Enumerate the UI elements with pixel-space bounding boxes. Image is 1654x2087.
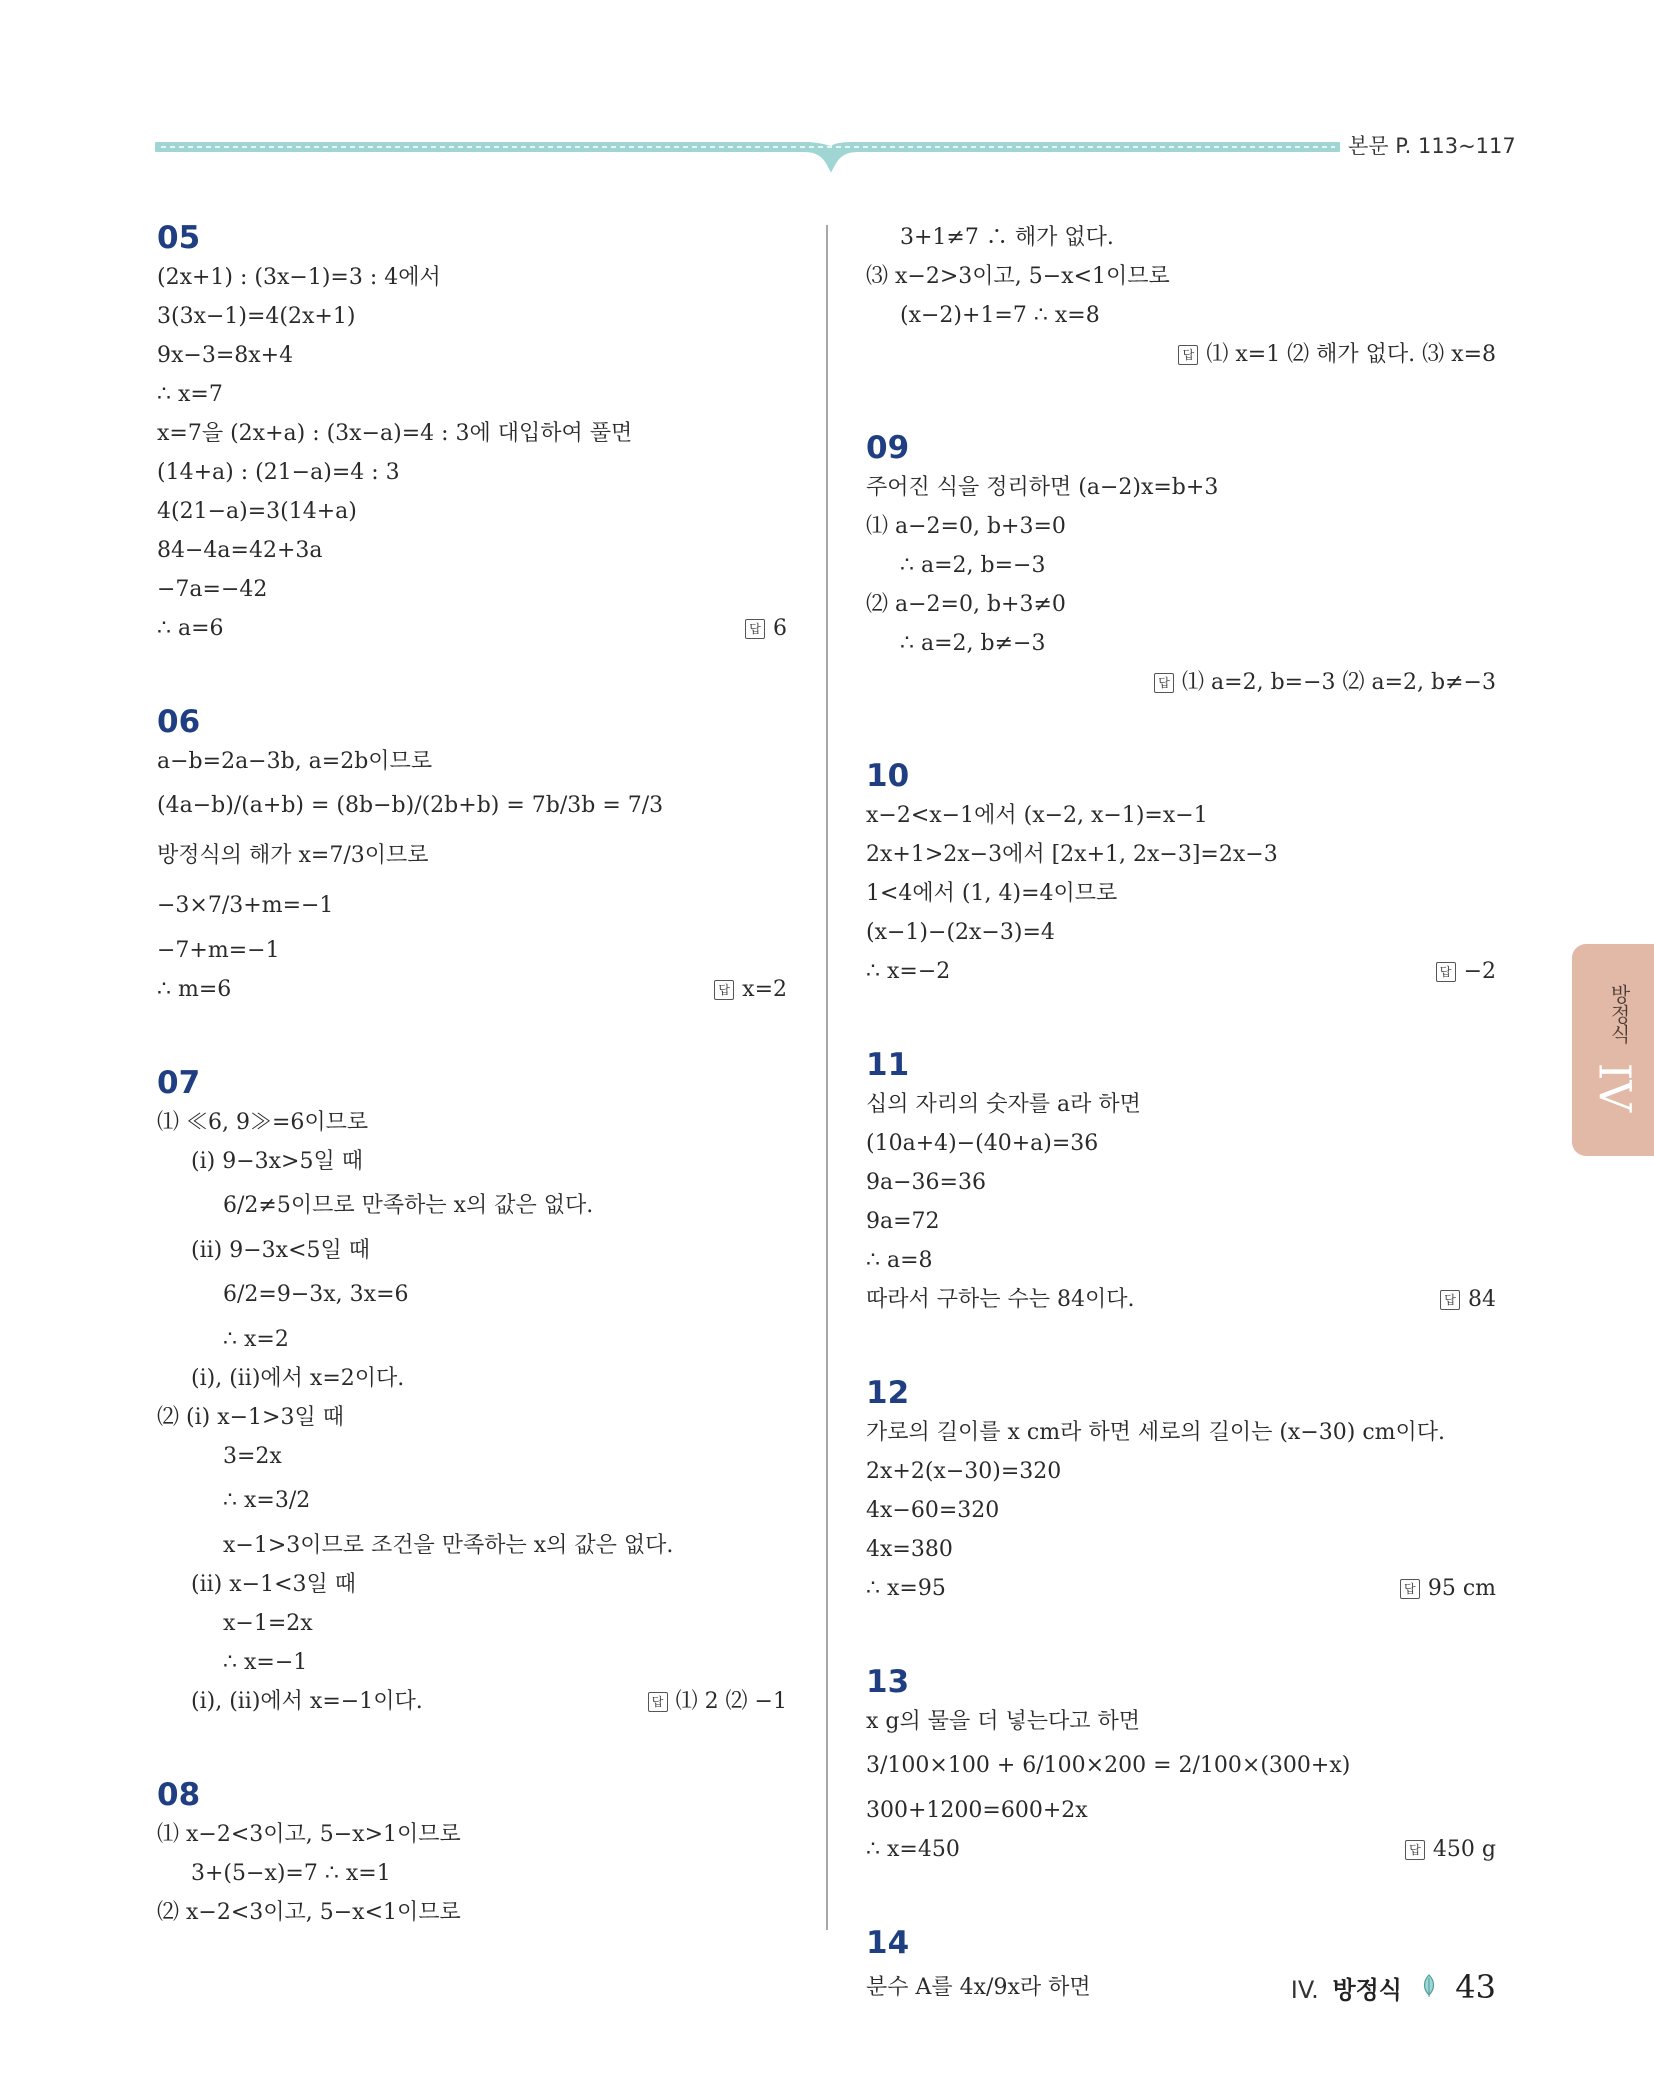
solution-line — [866, 1491, 1496, 1530]
answer-value: 6 — [773, 616, 787, 641]
answer — [745, 609, 787, 648]
solution-text: (i), (ii)에서 x=2이다. — [191, 1366, 405, 1391]
solution-line — [866, 1124, 1496, 1163]
solution-text: a−b=2a−3b, a=2b이므로 — [157, 749, 433, 774]
footer-chapter-number: IV. — [1290, 1976, 1319, 2004]
solution-text: −7+m=−1 — [157, 938, 280, 963]
solution-line — [157, 1526, 787, 1565]
solution-text: ⑵ (i) x−1>3일 때 — [157, 1405, 344, 1430]
solution-text: ∴ x=2 — [223, 1327, 289, 1352]
solution-text: 2x+2(x−30)=320 — [866, 1459, 1062, 1484]
solution-text: −3×7/3+m=−1 — [157, 893, 334, 918]
solution-text: (x−2)+1=7 ∴ x=8 — [900, 303, 1100, 328]
answer-value: ⑴ 2 ⑵ −1 — [675, 1689, 787, 1714]
solution-line — [866, 952, 1496, 991]
solution-line — [157, 1398, 787, 1437]
answer — [1436, 952, 1496, 991]
solution-line — [157, 1359, 787, 1398]
solution-text: (i), (ii)에서 x=−1이다. — [191, 1689, 423, 1714]
solution-line — [866, 218, 1496, 257]
answer-value: x=2 — [742, 977, 787, 1002]
solution-text: 1<4에서 (1, 4)=4이므로 — [866, 881, 1118, 906]
solution-text: ∴ x=95 — [866, 1576, 946, 1601]
solution-text: (4a−b)/(a+b) = (8b−b)/(2b+b) = 7b/3b = 7/3 — [157, 793, 664, 818]
solution-text: (i) 9−3x>5일 때 — [191, 1149, 363, 1174]
solution-line — [866, 335, 1496, 374]
solution-line — [866, 796, 1496, 835]
answer-box-icon: 답 — [745, 619, 765, 639]
solution-text: ∴ a=2, b=−3 — [900, 553, 1046, 578]
page-footer — [1291, 1968, 1496, 2006]
solution-text: 2x+1>2x−3에서 [2x+1, 2x−3]=2x−3 — [866, 842, 1278, 867]
solution-line — [866, 1085, 1496, 1124]
solution-line — [157, 1437, 787, 1476]
problem-block — [866, 1662, 1496, 1869]
page-reference: 본문 P. 113~117 — [1348, 134, 1516, 158]
solution-line — [866, 663, 1496, 702]
problem-block — [866, 756, 1496, 991]
solution-line — [866, 1702, 1496, 1741]
solution-text: x−1>3이므로 조건을 만족하는 x의 값은 없다. — [223, 1533, 674, 1558]
left-column — [157, 218, 787, 1986]
problem-block — [866, 1373, 1496, 1608]
problem-number: 12 — [866, 1375, 910, 1411]
solution-text: 84−4a=42+3a — [157, 538, 323, 563]
solution-text: 4x=380 — [866, 1537, 953, 1562]
solution-text: 9a−36=36 — [866, 1170, 986, 1195]
answer-box-icon: 답 — [1178, 345, 1198, 365]
problem-number: 13 — [866, 1664, 910, 1700]
solution-text: ∴ x=−2 — [866, 959, 951, 984]
solution-text: ∴ a=2, b≠−3 — [900, 631, 1046, 656]
problem-block — [866, 428, 1496, 702]
solution-line — [157, 1142, 787, 1181]
answer-box-icon: 답 — [1400, 1579, 1420, 1599]
solution-text: (ii) x−1<3일 때 — [191, 1572, 356, 1597]
solution-line — [157, 1893, 787, 1932]
solution-line — [866, 1569, 1496, 1608]
solution-line — [157, 492, 787, 531]
problem-number: 14 — [866, 1925, 910, 1961]
solution-text: −7a=−42 — [157, 577, 268, 602]
solution-line — [866, 296, 1496, 335]
solution-text: ⑴ ≪6, 9≫=6이므로 — [157, 1110, 369, 1135]
solution-line — [866, 835, 1496, 874]
solution-text: 방정식의 해가 x=7/3이므로 — [157, 843, 429, 868]
solution-text: 따라서 구하는 수는 84이다. — [866, 1287, 1135, 1312]
solution-text: ⑴ x−2<3이고, 5−x>1이므로 — [157, 1822, 461, 1847]
solution-line — [866, 546, 1496, 585]
problem-block — [157, 218, 787, 648]
solution-text: 9x−3=8x+4 — [157, 343, 294, 368]
solution-text: 4x−60=320 — [866, 1498, 1000, 1523]
solution-text: (2x+1) : (3x−1)=3 : 4에서 — [157, 265, 441, 290]
solution-line — [157, 336, 787, 375]
answer-value: 84 — [1468, 1287, 1496, 1312]
side-tab-roman: IV — [1588, 1062, 1640, 1113]
solution-text: 주어진 식을 정리하면 (a−2)x=b+3 — [866, 475, 1219, 500]
page-number: 43 — [1455, 1968, 1496, 2006]
problem-block — [866, 218, 1496, 374]
solution-text: 십의 자리의 숫자를 a라 하면 — [866, 1092, 1141, 1117]
problem-number: 09 — [866, 430, 910, 466]
solution-line — [866, 1741, 1496, 1791]
answer — [714, 970, 787, 1009]
column-divider — [826, 225, 828, 1930]
problem-number: 08 — [157, 1777, 201, 1813]
solution-line — [866, 1413, 1496, 1452]
solution-line — [866, 1202, 1496, 1241]
answer-box-icon: 답 — [1436, 962, 1456, 982]
footer-chapter-title: 방정식 — [1332, 1976, 1402, 2004]
solution-line — [866, 1280, 1496, 1319]
solution-text: 3(3x−1)=4(2x+1) — [157, 304, 356, 329]
solution-line — [157, 453, 787, 492]
answer — [1405, 1830, 1496, 1869]
header-band — [155, 136, 1340, 158]
solution-line — [157, 1604, 787, 1643]
solution-text: 3+(5−x)=7 ∴ x=1 — [191, 1861, 391, 1886]
answer-value: −2 — [1463, 959, 1496, 984]
solution-line — [157, 1815, 787, 1854]
solution-line — [157, 609, 787, 648]
solution-text: 300+1200=600+2x — [866, 1798, 1088, 1823]
answer-box-icon: 답 — [1405, 1840, 1425, 1860]
solution-line — [866, 1791, 1496, 1830]
solution-text: x g의 물을 더 넣는다고 하면 — [866, 1709, 1140, 1734]
solution-text: 가로의 길이를 x cm라 하면 세로의 길이는 (x−30) cm이다. — [866, 1420, 1445, 1445]
solution-text: ∴ x=3/2 — [223, 1488, 311, 1513]
solution-line — [157, 831, 787, 881]
solution-line — [157, 1565, 787, 1604]
solution-text: ∴ x=−1 — [223, 1650, 308, 1675]
solution-text: x−1=2x — [223, 1611, 313, 1636]
solution-text: x=7을 (2x+a) : (3x−a)=4 : 3에 대입하여 풀면 — [157, 421, 633, 446]
solution-line — [157, 931, 787, 970]
problem-number: 10 — [866, 758, 910, 794]
solution-text: ∴ x=7 — [157, 382, 223, 407]
solution-text: 3/100×100 + 6/100×200 = 2/100×(300+x) — [866, 1753, 1351, 1778]
solution-line — [157, 742, 787, 781]
solution-line — [157, 1181, 787, 1231]
problem-number: 06 — [157, 704, 201, 740]
solution-text: 3+1≠7 ∴ 해가 없다. — [900, 225, 1114, 250]
solution-text: 6/2=9−3x, 3x=6 — [223, 1282, 409, 1307]
solution-text: (10a+4)−(40+a)=36 — [866, 1131, 1099, 1156]
side-tab-label: 방정식 — [1607, 984, 1631, 1044]
leaf-icon — [1422, 1974, 1436, 1998]
answer — [1400, 1569, 1496, 1608]
problem-block — [157, 1063, 787, 1721]
solution-line — [866, 913, 1496, 952]
solution-line — [866, 585, 1496, 624]
solution-line — [157, 1854, 787, 1893]
right-column — [866, 218, 1496, 2067]
problem-block — [157, 702, 787, 1009]
solution-line — [157, 297, 787, 336]
solution-text: (x−1)−(2x−3)=4 — [866, 920, 1055, 945]
solution-line — [157, 1320, 787, 1359]
answer-box-icon: 답 — [1154, 673, 1174, 693]
solution-text: x−2<x−1에서 (x−2, x−1)=x−1 — [866, 803, 1208, 828]
answer — [1440, 1280, 1496, 1319]
solution-text: ∴ m=6 — [157, 977, 232, 1002]
solution-line — [866, 1241, 1496, 1280]
solution-line — [866, 257, 1496, 296]
solution-text: (ii) 9−3x<5일 때 — [191, 1238, 370, 1263]
solution-line — [866, 1830, 1496, 1869]
problem-number: 05 — [157, 220, 201, 256]
solution-text: ∴ a=6 — [157, 616, 224, 641]
solution-line — [157, 570, 787, 609]
problem-block — [157, 1775, 787, 1932]
solution-line — [157, 781, 787, 831]
answer-box-icon: 답 — [648, 1692, 668, 1712]
problem-block — [866, 1045, 1496, 1319]
problem-number: 07 — [157, 1065, 201, 1101]
solution-line — [157, 1103, 787, 1142]
answer-value: ⑴ a=2, b=−3 ⑵ a=2, b≠−3 — [1182, 670, 1496, 695]
solution-line — [157, 414, 787, 453]
problem-number: 11 — [866, 1047, 910, 1083]
solution-text: (14+a) : (21−a)=4 : 3 — [157, 460, 400, 485]
solution-text: ∴ x=450 — [866, 1837, 960, 1862]
solution-line — [157, 1476, 787, 1526]
solution-line — [157, 531, 787, 570]
answer — [648, 1682, 787, 1721]
solution-line — [866, 507, 1496, 546]
answer — [1178, 335, 1496, 374]
solution-line — [157, 375, 787, 414]
solution-line — [866, 1163, 1496, 1202]
solution-line — [157, 970, 787, 1009]
solution-text: ⑶ x−2>3이고, 5−x<1이므로 — [866, 264, 1170, 289]
solution-line — [866, 1452, 1496, 1491]
answer — [1154, 663, 1496, 702]
chapter-side-tab — [1572, 944, 1654, 1156]
solution-line — [157, 1231, 787, 1270]
solution-text: ∴ a=8 — [866, 1248, 933, 1273]
solution-text: ⑵ a−2=0, b+3≠0 — [866, 592, 1066, 617]
solution-text: 분수 A를 4x/9x라 하면 — [866, 1975, 1091, 2000]
solution-line — [866, 468, 1496, 507]
solution-line — [157, 1643, 787, 1682]
solution-text: 6/2≠5이므로 만족하는 x의 값은 없다. — [223, 1193, 594, 1218]
solution-line — [157, 258, 787, 297]
answer-box-icon: 답 — [1440, 1290, 1460, 1310]
solution-text: ⑵ x−2<3이고, 5−x<1이므로 — [157, 1900, 461, 1925]
solution-text: ⑴ a−2=0, b+3=0 — [866, 514, 1066, 539]
answer-value: 450 g — [1432, 1837, 1496, 1862]
answer-value: ⑴ x=1 ⑵ 해가 없다. ⑶ x=8 — [1206, 342, 1496, 367]
answer-value: 95 cm — [1427, 1576, 1496, 1601]
solution-line — [866, 874, 1496, 913]
solution-line — [866, 1530, 1496, 1569]
solution-text: 9a=72 — [866, 1209, 940, 1234]
solution-line — [157, 1682, 787, 1721]
solution-text: 3=2x — [223, 1444, 282, 1469]
solution-line — [157, 881, 787, 931]
solution-line — [866, 624, 1496, 663]
answer-box-icon: 답 — [714, 980, 734, 1000]
solution-line — [157, 1270, 787, 1320]
solution-text: 4(21−a)=3(14+a) — [157, 499, 357, 524]
